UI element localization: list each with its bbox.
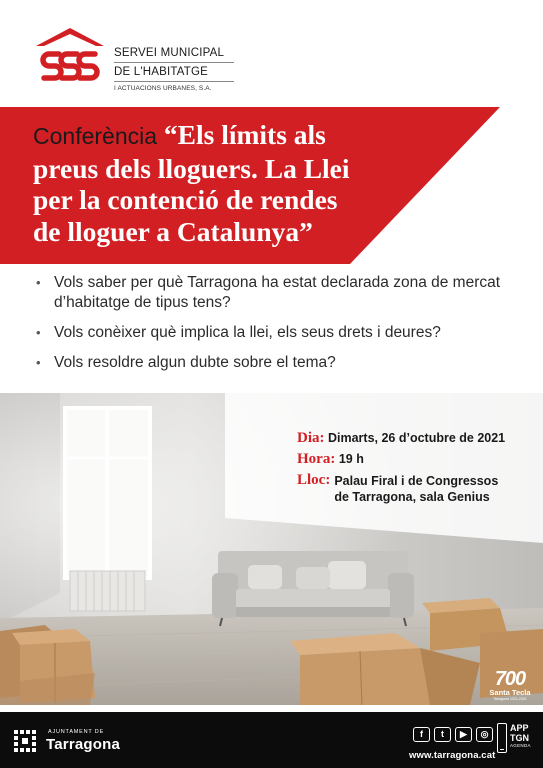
app-label-2: TGN bbox=[510, 733, 529, 743]
place-value bbox=[334, 473, 504, 505]
event-details bbox=[297, 430, 537, 509]
city-hall-small-label: AJUNTAMENT DE bbox=[48, 729, 105, 735]
org-name-line2: DE L'HABITATGE bbox=[114, 62, 234, 82]
conference-title bbox=[33, 119, 463, 247]
santa-tecla-700-logo bbox=[483, 670, 537, 702]
question-item: • Vols conèixer què implica la llei, els seus drets i deures? bbox=[36, 323, 516, 343]
event-date bbox=[297, 430, 537, 447]
instagram-icon[interactable]: ◎ bbox=[476, 727, 493, 742]
anniversary-sub: Tarragona 1321-2021 bbox=[493, 697, 527, 701]
phone-icon bbox=[497, 723, 507, 753]
ajuntament-tarragona-logo[interactable] bbox=[12, 726, 142, 756]
title-banner bbox=[0, 107, 500, 264]
app-label-3: AGENDA bbox=[510, 743, 531, 748]
question-item: • Vols resoldre algun dubte sobre el tema? bbox=[36, 353, 516, 373]
facebook-icon[interactable]: f bbox=[413, 727, 430, 742]
conference-label: Conferència bbox=[33, 123, 158, 149]
anniversary-number: 700 bbox=[494, 668, 526, 690]
footer-bar bbox=[0, 712, 543, 768]
place-line-2: de Tarragona, sala Genius bbox=[334, 490, 490, 504]
twitter-icon[interactable]: t bbox=[434, 727, 451, 742]
smh-logo bbox=[32, 26, 232, 96]
title-line-4: de lloguer a Catalunya” bbox=[33, 215, 313, 247]
title-line-3: per la contenció de rendes bbox=[33, 184, 338, 215]
event-place bbox=[297, 472, 537, 505]
org-name-line3: I ACTUACIONS URBANES, S.A. bbox=[114, 85, 212, 92]
place-label: Lloc: bbox=[297, 472, 331, 488]
title-line-2: preus dels lloguers. La Llei bbox=[33, 152, 350, 184]
time-label: Hora: bbox=[297, 451, 336, 467]
question-item: • Vols saber per què Tarragona ha estat declarada zona de mercat d’habitatge de tipus tens? bbox=[36, 273, 516, 313]
question-list bbox=[36, 273, 516, 383]
app-tgn-agenda[interactable] bbox=[497, 723, 531, 753]
date-value: Dimarts, 26 d’octubre de 2021 bbox=[327, 431, 506, 445]
app-label-1: APP bbox=[510, 723, 529, 733]
place-line-1: Palau Firal i de Congressos bbox=[334, 474, 499, 488]
anniversary-name: Santa Tecla bbox=[489, 688, 531, 697]
date-label: Dia: bbox=[297, 430, 325, 446]
social-links bbox=[413, 727, 493, 742]
event-time bbox=[297, 451, 537, 468]
city-name: Tarragona bbox=[46, 736, 121, 753]
website-link[interactable]: www.tarragona.cat bbox=[409, 750, 496, 761]
smh-logo-mark-icon bbox=[32, 26, 108, 92]
time-value: 19 h bbox=[338, 452, 364, 466]
youtube-icon[interactable]: ▶ bbox=[455, 727, 472, 742]
org-name-line1: SERVEI MUNICIPAL bbox=[114, 47, 225, 59]
tarragona-crest-icon bbox=[12, 728, 40, 754]
title-line-1: “Els límits als bbox=[163, 119, 326, 150]
